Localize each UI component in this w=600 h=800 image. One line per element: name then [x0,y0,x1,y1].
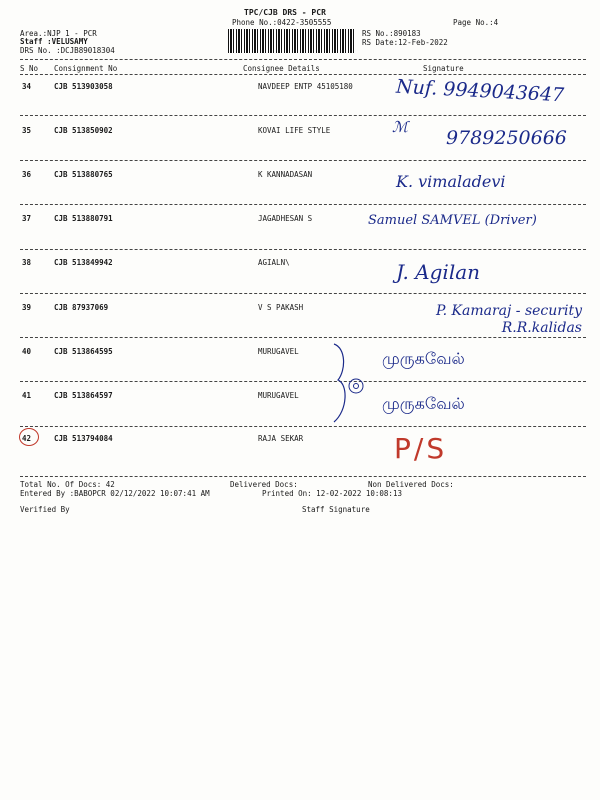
row-sno: 35 [22,126,32,135]
staff-signature: Staff Signature [302,505,370,514]
divider [20,249,586,250]
page-number: Page No.:4 [453,18,499,27]
divider [20,476,586,477]
phone-number: Phone No.:0422-3505555 [232,18,332,27]
row-consignee: JAGADHESAN S [258,214,313,223]
row-consignment: CJB 513880791 [54,214,113,223]
printed-on: Printed On: 12-02-2022 10:08:13 [262,489,402,498]
col-consignee: Consignee Details [243,64,320,73]
divider [20,204,586,205]
row-consignment: CJB 513850902 [54,126,113,135]
row-sno: 37 [22,214,32,223]
row-consignment: CJB 87937069 [54,303,109,312]
divider [20,293,586,294]
row-sno: 34 [22,82,32,91]
row-signature: K. vimaladevi [396,172,506,191]
row-sno: 41 [22,391,32,400]
row-sno: 40 [22,347,32,356]
row-signature: Samuel SAMVEL (Driver) [368,213,537,228]
row-consignee: KOVAI LIFE STYLE [258,126,331,135]
row-consignment: CJB 513880765 [54,170,113,179]
scribble-mark: ℳ [392,118,409,136]
row-signature: P/S [394,432,448,465]
rs-number: RS No.:890183 [362,29,421,38]
total-docs: Total No. Of Docs: 42 [20,480,115,489]
divider [20,115,586,116]
row-sno: 38 [22,258,32,267]
bracket-mark [326,340,372,426]
barcode [228,29,355,53]
row-signature: Nuf. 9949043647 [395,75,565,107]
row-signature: 9789250666 [446,127,567,149]
divider [20,381,586,382]
row-signature: P. Kamaraj - security R.R.kalidas [436,303,582,336]
divider [20,160,586,161]
row-consignment: CJB 513864595 [54,347,113,356]
divider [20,426,586,427]
row-consignee: NAVDEEP ENTP 45105180 [258,82,353,91]
non-delivered-docs: Non Delivered Docs: [368,480,454,489]
drs-number: DRS No. :DCJB89018304 [20,46,115,55]
row-consignment: CJB 513849942 [54,258,113,267]
divider [20,59,586,60]
delivered-docs: Delivered Docs: [230,480,298,489]
row-consignee: MURUGAVEL [258,347,299,356]
row-sno: 36 [22,170,32,179]
row-consignment: CJB 513903058 [54,82,113,91]
row-consignee: RAJA SEKAR [258,434,304,443]
col-signature: Signature [423,64,464,73]
col-sno: S No [20,64,39,73]
staff-label: Staff :VELUSAMY [20,37,88,46]
divider [20,74,586,75]
row-sno: 39 [22,303,32,312]
row-consignee: AGIALN\ [258,258,290,267]
row-consignee: V S PAKASH [258,303,304,312]
area-label: Area.:NJP 1 - PCR [20,29,97,38]
row-consignment: CJB 513794084 [54,434,113,443]
col-consignment: Consignment No [54,64,118,73]
entered-by: Entered By :BABOPCR 02/12/2022 10:07:41 AM [20,489,210,498]
verified-by: Verified By [20,505,70,514]
rs-date: RS Date:12-Feb-2022 [362,38,448,47]
row-sno: 42 [22,434,32,443]
divider [20,337,586,338]
row-consignee: MURUGAVEL [258,391,299,400]
report-title: TPC/CJB DRS - PCR [244,8,326,17]
row-signature: J. Agilan [396,260,481,284]
row-signature: முருகவேல் [382,394,465,413]
row-consignment: CJB 513864597 [54,391,113,400]
row-signature: முருகவேல் [382,349,465,368]
row-consignee: K KANNADASAN [258,170,313,179]
